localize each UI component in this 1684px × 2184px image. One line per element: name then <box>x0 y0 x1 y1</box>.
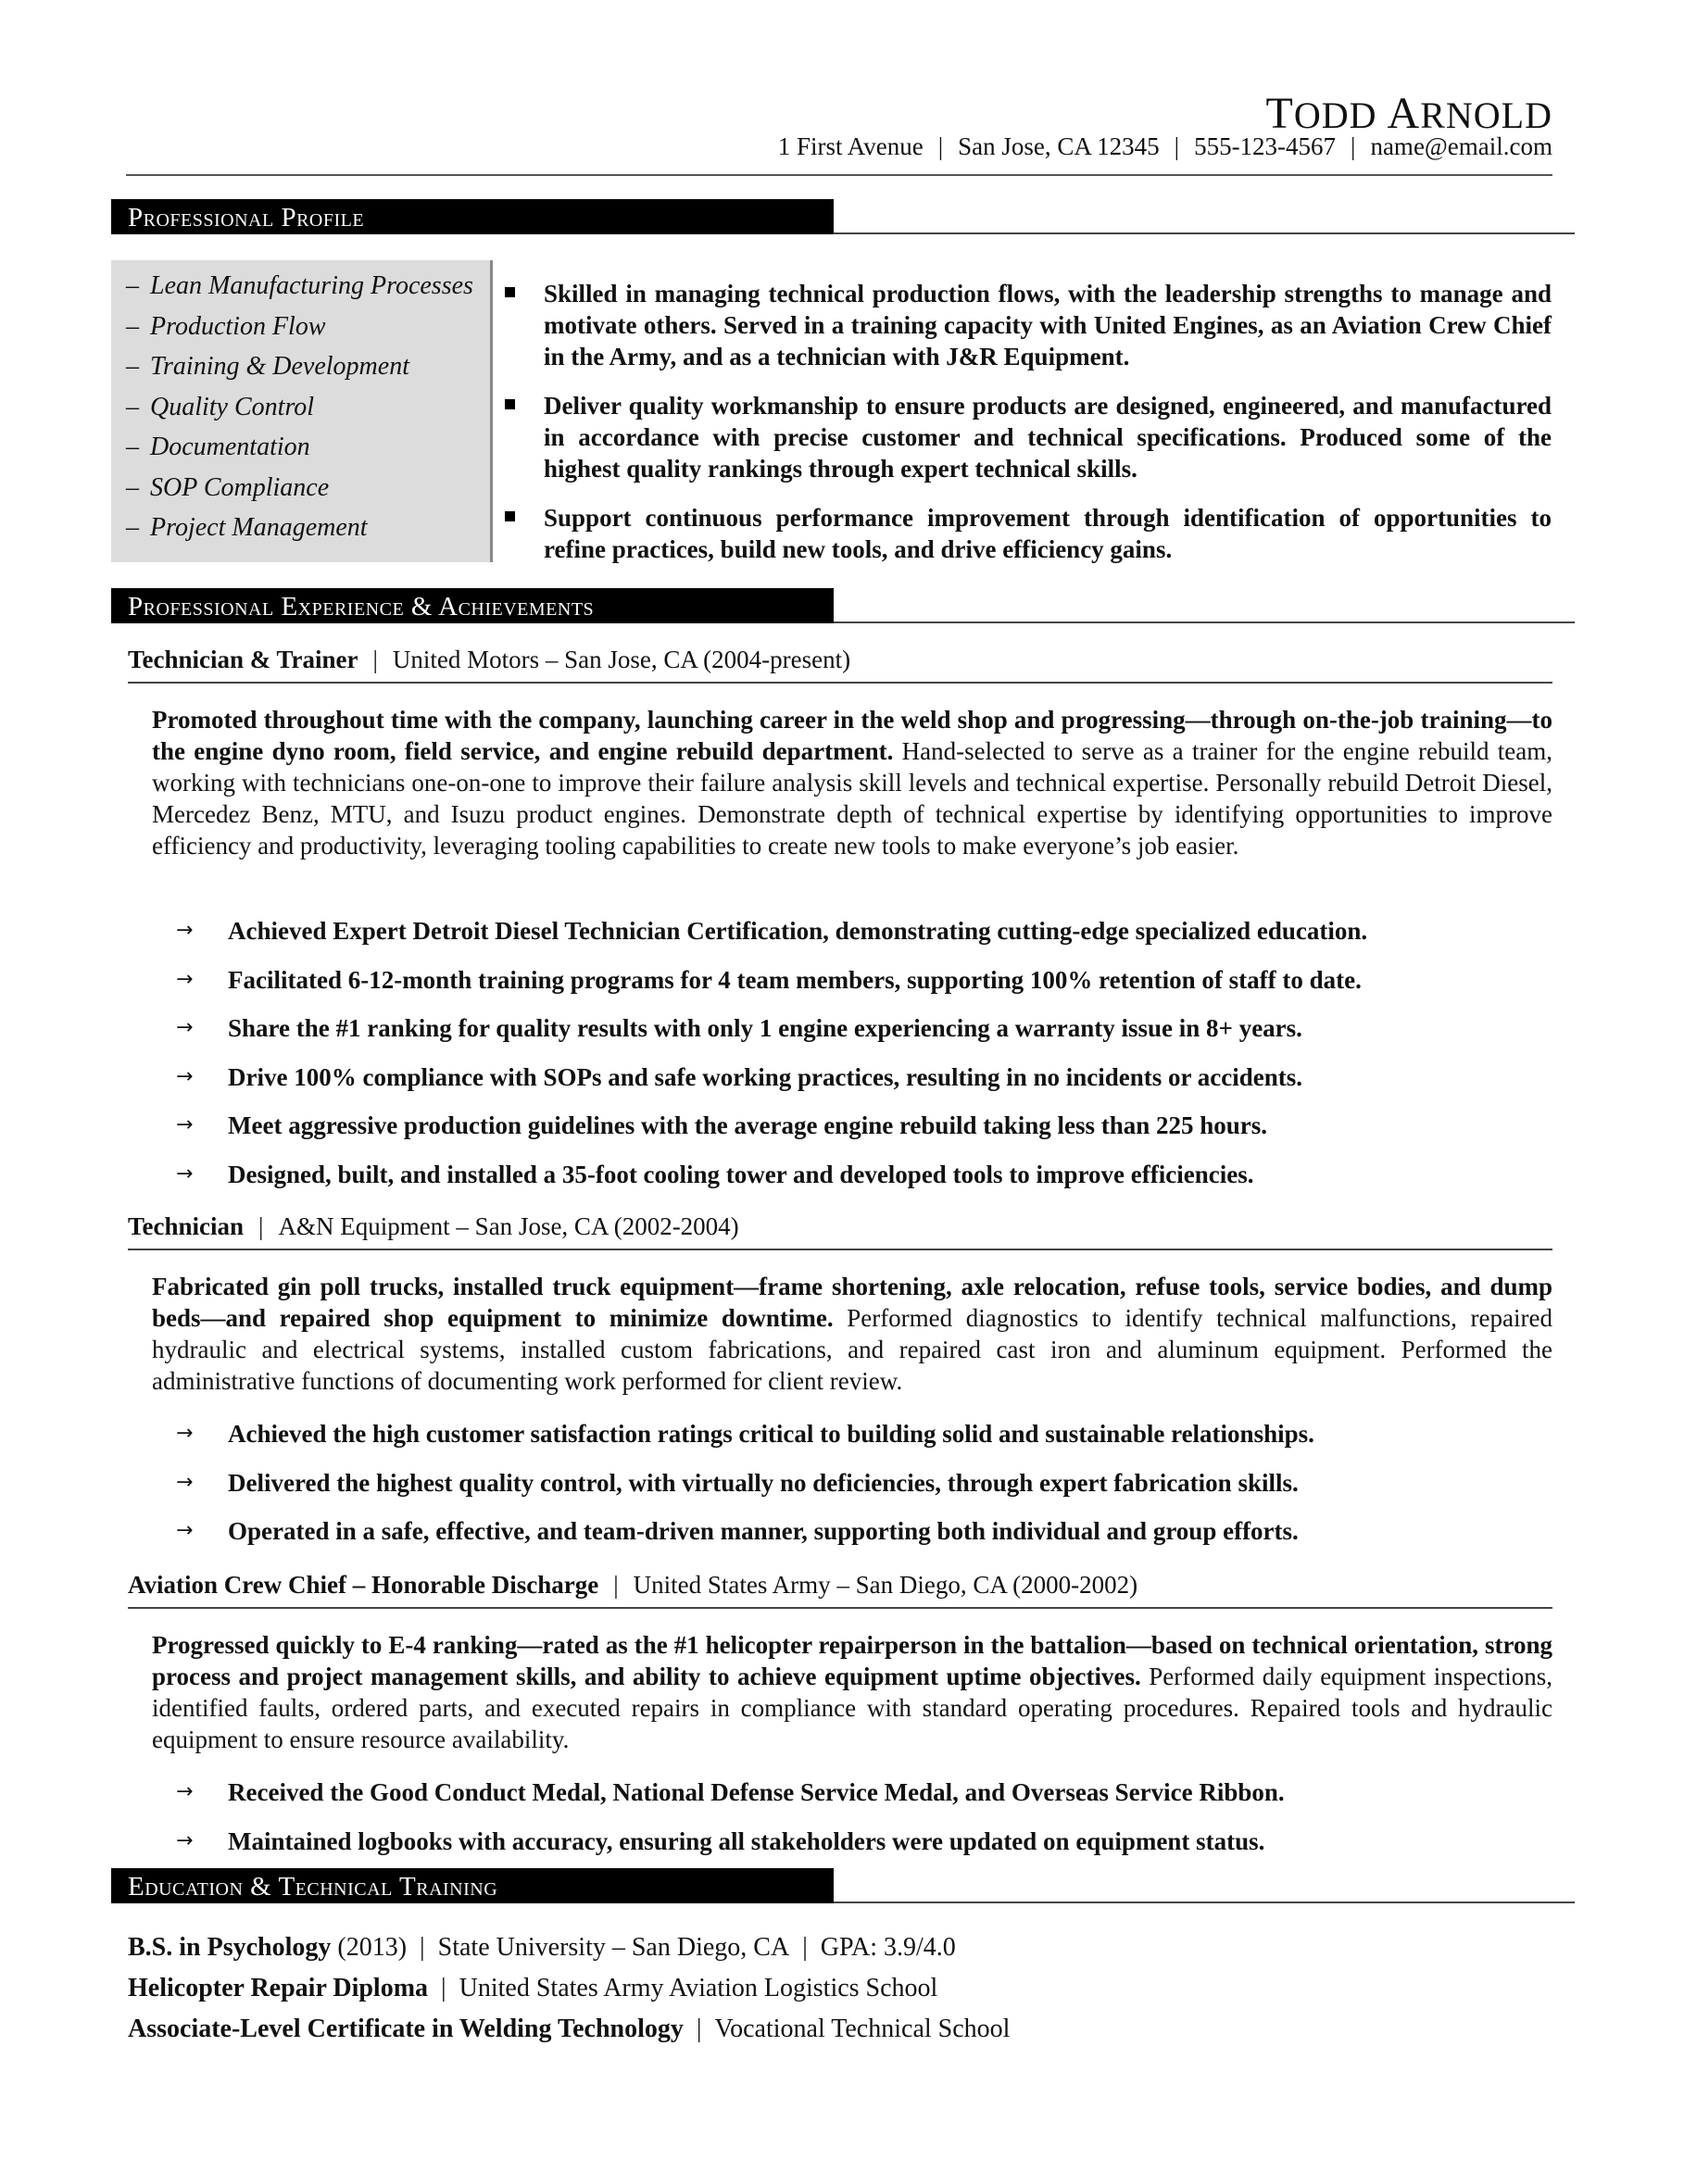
job-header <box>128 646 1552 684</box>
profile-bullet <box>505 390 1552 484</box>
degree-name: B.S. in Psychology <box>128 1933 332 1962</box>
square-bullet-icon <box>505 287 515 297</box>
phone: 555-123-4567 <box>1194 132 1337 160</box>
achievement-item <box>176 1776 1552 1826</box>
separator: | <box>441 1974 446 2002</box>
section-title: Professional Profile <box>111 199 834 234</box>
candidate-name <box>1266 88 1552 139</box>
square-bullet-icon <box>505 511 515 521</box>
education-item <box>128 1927 1552 1968</box>
achievement-item <box>176 1110 1552 1159</box>
skill-item <box>111 508 490 548</box>
dash-marker: – <box>126 392 139 421</box>
section-header-education <box>111 1868 1575 1903</box>
skill-label: Documentation <box>150 433 310 461</box>
separator: | <box>1174 132 1180 160</box>
achievement-text: Maintained logbooks with accuracy, ensuring all stakeholders were updated on equipment status. <box>228 1826 1265 1855</box>
achievement-text: Facilitated 6-12-month training programs for 4 team members, supporting 100% retention of staff to date. <box>228 965 1362 994</box>
section-rule <box>834 621 1575 623</box>
arrow-right-icon: → <box>176 1470 194 1494</box>
achievement-list <box>176 915 1552 1207</box>
skill-item <box>111 266 490 307</box>
dash-marker: – <box>126 311 139 341</box>
achievement-list <box>176 1418 1552 1564</box>
job-title: Technician <box>128 1212 245 1240</box>
achievement-text: Received the Good Conduct Medal, National Defense Service Medal, and Overseas Service Ribbon. <box>228 1778 1285 1806</box>
dash-marker: – <box>126 472 139 502</box>
core-skills-box <box>111 260 493 562</box>
arrow-right-icon: → <box>176 1422 194 1445</box>
achievement-item <box>176 1418 1552 1467</box>
achievement-item <box>176 1159 1552 1208</box>
name-last-rest: RNOLD <box>1420 94 1552 136</box>
separator: | <box>696 2015 702 2043</box>
arrow-right-icon: → <box>176 1016 194 1039</box>
arrow-right-icon: → <box>176 1064 194 1088</box>
job-description-lead: Fabricated gin poll trucks, installed truck equipment—frame shortening, axle relocation, refuse tools, service bodies, and dump beds—and repaired shop equipment to minimize downtime. <box>152 1273 1552 1332</box>
separator: | <box>937 132 944 160</box>
achievement-text: Meet aggressive production guidelines with the average engine rebuild taking less than 225 hours. <box>228 1111 1268 1139</box>
skill-label: SOP Compliance <box>150 472 330 502</box>
city: San Jose, CA 12345 <box>958 132 1160 160</box>
skill-item <box>111 427 490 468</box>
skill-label: Training & Development <box>150 352 409 381</box>
achievement-text: Designed, built, and installed a 35-foot cooling tower and developed tools to improve efficiencies. <box>228 1160 1254 1188</box>
name-last-initial: A <box>1387 89 1421 138</box>
profile-bullet <box>505 278 1552 372</box>
contact-line <box>778 132 1552 161</box>
section-header-profile <box>111 199 1575 234</box>
school-name: State University – San Diego, CA <box>437 1933 790 1962</box>
achievement-item <box>176 964 1552 1013</box>
degree-name: Associate-Level Certificate in Welding Technology <box>128 2015 684 2043</box>
section-title: Education & Technical Training <box>111 1868 834 1903</box>
skill-item <box>111 468 490 508</box>
achievement-text: Drive 100% compliance with SOPs and safe working practices, resulting in no incidents or accidents. <box>228 1062 1302 1091</box>
job-header <box>128 1571 1552 1609</box>
achievement-item <box>176 1515 1552 1564</box>
profile-bullet-text: Deliver quality workmanship to ensure products are designed, engineered, and manufactured in accordance with precise customer and technical specifications. Produced some of the highest quality rankings through expert technical skills. <box>544 392 1552 483</box>
separator: | <box>420 1933 425 1962</box>
separator: | <box>1351 132 1356 160</box>
dash-marker: – <box>126 271 139 300</box>
job-company: A&N Equipment – San Jose, CA (2002-2004) <box>278 1212 739 1240</box>
achievement-item <box>176 1826 1552 1875</box>
name-initial: T <box>1265 89 1294 138</box>
education-item <box>128 1968 1552 2009</box>
arrow-right-icon: → <box>176 967 194 991</box>
profile-bullet-text: Skilled in managing technical production flows, with the leadership strengths to manage and motivate others. Served in a training capacity with United Engines, as an Aviation Crew Chief in the Army, and as a technician with J&R Equipment. <box>544 280 1552 370</box>
section-rule <box>834 232 1575 234</box>
separator: | <box>613 1571 619 1599</box>
job-description-body: Hand-selected to serve as a trainer for the engine rebuild team, working with technicians one-on-one to improve their failure analysis skill levels and technical expertise. Personally rebuild Detroit Diesel, Mercedez Benz, MTU, and Isuzu product engines. Demonstrate depth of technical expertise by identifying opportunities to improve efficiency and productivity, leveraging tooling capabilities to create new tools to make everyone’s job easier. <box>152 737 1552 860</box>
skill-item <box>111 346 490 387</box>
job-company: United Motors – San Jose, CA (2004-present) <box>392 646 851 673</box>
job-description-lead: Progressed quickly to E-4 ranking—rated as the #1 helicopter repairperson in the battalion—based on technical orientation, strong process and project management skills, and ability to achieve equipment uptime objectives. <box>152 1631 1552 1690</box>
achievement-text: Operated in a safe, effective, and team-driven manner, supporting both individual and group efforts. <box>228 1517 1299 1545</box>
job-header <box>128 1212 1552 1250</box>
separator: | <box>372 646 378 673</box>
education-list <box>128 1927 1552 2050</box>
skill-label: Project Management <box>150 513 368 542</box>
arrow-right-icon: → <box>176 1828 194 1852</box>
job-description-lead: Promoted throughout time with the company, launching career in the weld shop and progressing—through on-the-job training—to the engine dyno room, field service, and engine rebuild department. <box>152 706 1552 765</box>
job-title: Technician & Trainer <box>128 646 358 673</box>
achievement-item <box>176 1467 1552 1516</box>
achievement-item <box>176 1061 1552 1111</box>
degree-name: Helicopter Repair Diploma <box>128 1974 429 2002</box>
achievement-text: Achieved Expert Detroit Diesel Technician Certification, demonstrating cutting-edge specialized education. <box>228 917 1368 945</box>
address: 1 First Avenue <box>777 132 924 160</box>
dash-marker: – <box>126 513 139 542</box>
name-first-rest: ODD <box>1293 94 1377 136</box>
achievement-list <box>176 1776 1552 1874</box>
job-title: Aviation Crew Chief – Honorable Discharge <box>128 1571 599 1599</box>
gpa: GPA: 3.9/4.0 <box>820 1933 956 1962</box>
job-description-body: Performed diagnostics to identify technical malfunctions, repaired hydraulic and electrical systems, installed custom fabrications, and repaired cast iron and aluminum equipment. Performed the administrative functions of documenting work performed for client review. <box>152 1304 1552 1395</box>
job-company: United States Army – San Diego, CA (2000-2002) <box>633 1571 1138 1599</box>
achievement-item <box>176 915 1552 964</box>
header-divider <box>126 174 1552 176</box>
achievement-text: Delivered the highest quality control, with virtually no deficiencies, through expert fabrication skills. <box>228 1468 1299 1497</box>
separator: | <box>258 1212 264 1240</box>
arrow-right-icon: → <box>176 1780 194 1803</box>
degree-year: (2013) <box>331 1933 408 1962</box>
arrow-right-icon: → <box>176 1161 194 1186</box>
profile-bullets <box>505 278 1552 583</box>
skill-label: Production Flow <box>150 311 326 341</box>
skill-label: Quality Control <box>150 392 315 421</box>
job-description <box>152 704 1552 861</box>
square-bullet-icon <box>505 399 515 409</box>
arrow-right-icon: → <box>176 919 194 942</box>
job-description <box>152 1629 1552 1755</box>
section-rule <box>834 1902 1575 1903</box>
separator: | <box>802 1933 808 1962</box>
skill-label: Lean Manufacturing Processes <box>150 271 473 300</box>
profile-bullet-text: Support continuous performance improvement through identification of opportunities to refine practices, build new tools, and drive efficiency gains. <box>544 504 1552 563</box>
job-description-body: Performed daily equipment inspections, identified faults, ordered parts, and executed repairs in compliance with standard operating procedures. Repaired tools and hydraulic equipment to ensure resource availability. <box>152 1663 1553 1753</box>
achievement-text: Achieved the high customer satisfaction ratings critical to building solid and sustainable relationships. <box>228 1420 1314 1448</box>
job-description <box>152 1271 1552 1397</box>
dash-marker: – <box>126 433 139 461</box>
email[interactable]: name@email.com <box>1370 132 1552 160</box>
dash-marker: – <box>126 352 139 381</box>
school-name: United States Army Aviation Logistics School <box>459 1974 938 2002</box>
achievement-text: Share the #1 ranking for quality results with only 1 engine experiencing a warranty issue in 8+ years. <box>228 1014 1302 1042</box>
skill-item <box>111 387 490 428</box>
arrow-right-icon: → <box>176 1113 194 1136</box>
section-title: Professional Experience & Achievements <box>111 588 834 623</box>
achievement-item <box>176 1012 1552 1061</box>
school-name: Vocational Technical School <box>714 2015 1011 2043</box>
profile-bullet <box>505 502 1552 565</box>
section-header-experience <box>111 588 1575 623</box>
skill-item <box>111 307 490 347</box>
education-item <box>128 2009 1552 2050</box>
arrow-right-icon: → <box>176 1519 194 1542</box>
